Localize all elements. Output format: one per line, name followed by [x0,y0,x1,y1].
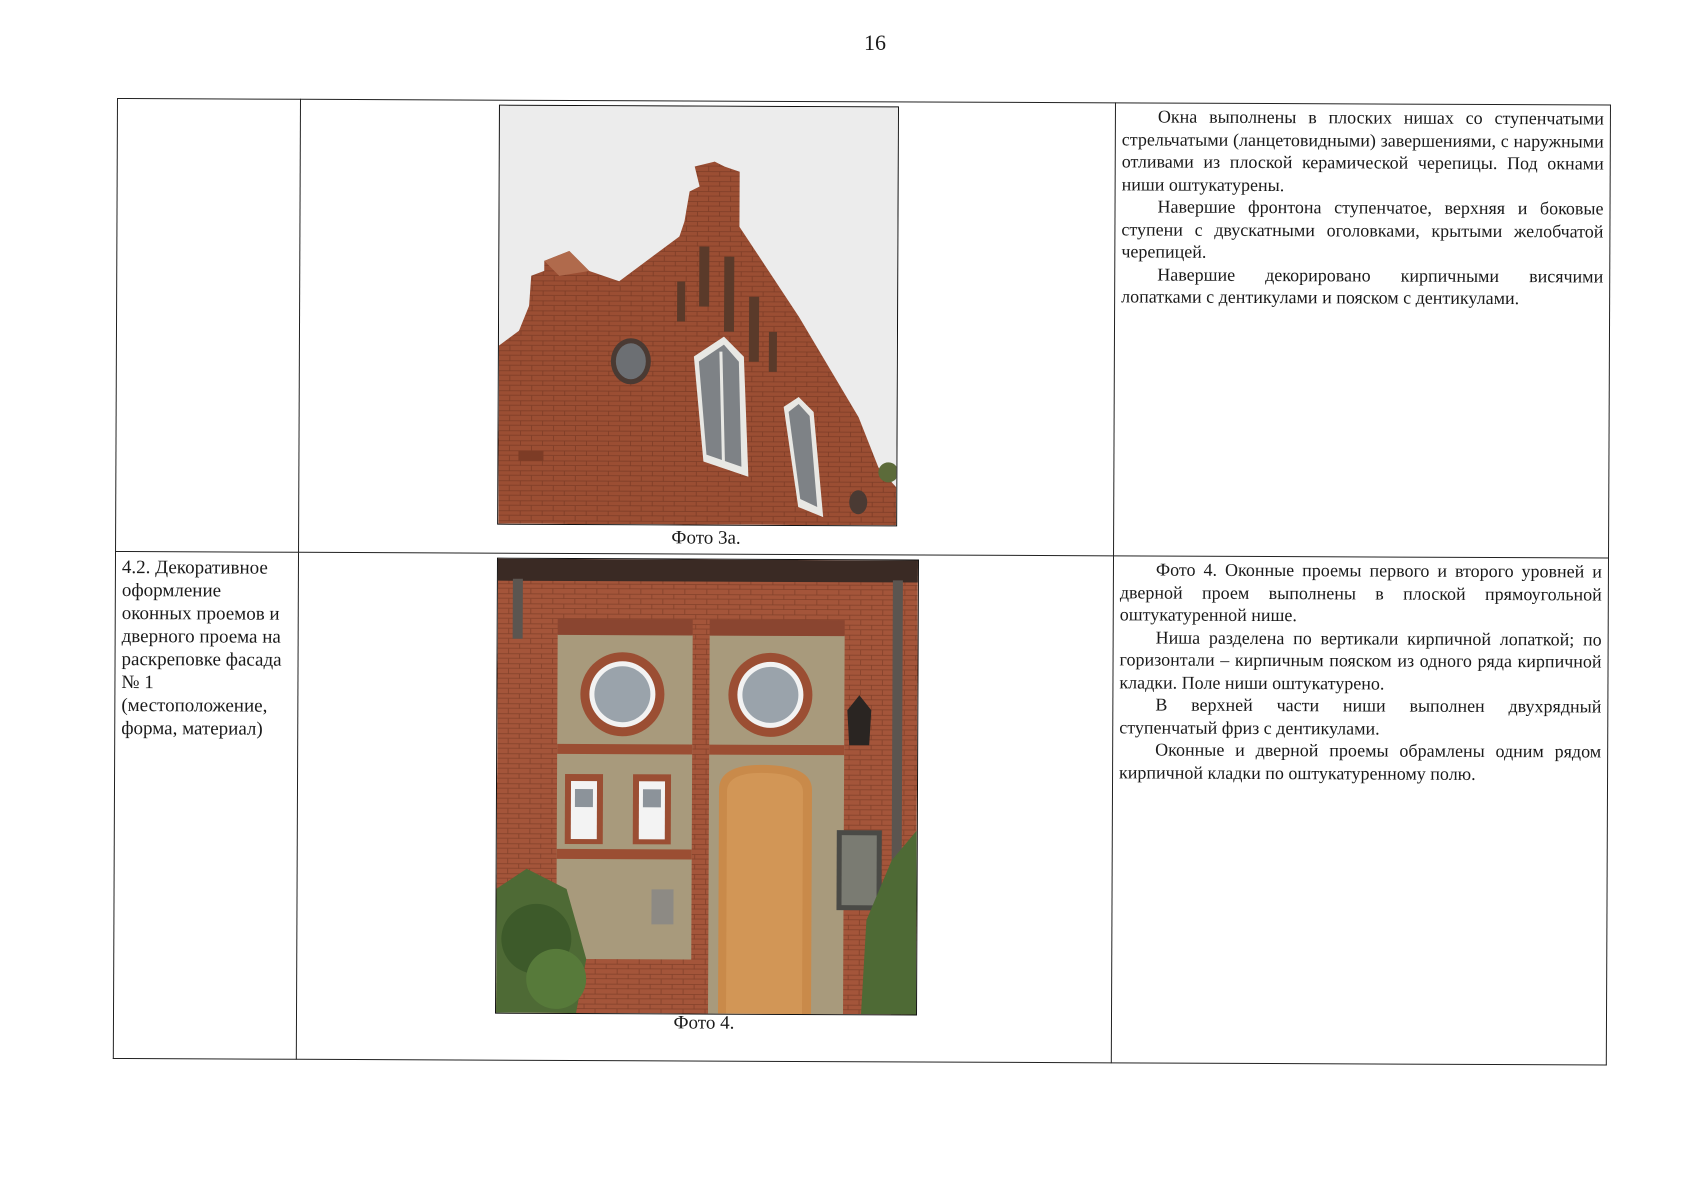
description-cell-3a [1114,103,1611,558]
description-paragraph: Ниша разделена по вертикали кирпичной лопаткой; по горизонтали – кирпичным пояском из одного ряда кирпичной кладки. Поле ниши оштукатурено. [1119,627,1602,694]
description-cell-4 [1111,556,1608,1065]
row-label-4-2: 4.2. Декоративное оформление оконных проемов и дверного проема на раскреповке фасада № 1 (местоположение, форма, материал) [113,551,298,1059]
table-row [113,551,1608,1065]
description-paragraph: В верхней части ниши выполнен двухрядный ступенчатый фриз с дентикулами. [1119,694,1602,739]
photo-cell-3a [299,99,1116,556]
row-label-empty [116,99,301,553]
page-number: 16 [864,30,886,55]
photo-cell-4 [296,552,1113,1063]
document-table [113,98,1611,1066]
description-paragraph: Навершие фронтона ступенчатое, верхняя и боковые ступени с двускатными оголовками, крытыми желобчатой черепицей. [1121,196,1604,262]
photo-caption-4: Фото 4. [673,1012,735,1034]
photo-caption-3a: Фото 3а. [671,527,741,549]
description-paragraph: Фото 4. Оконные проемы первого и второго уровней и дверной проем выполнены в плоской прямоугольной оштукатуренной нише. [1119,559,1602,626]
brick-gable-photo [497,105,899,527]
brick-facade-door-photo [495,558,919,1016]
table-row [116,99,1611,559]
description-paragraph: Навершие декорировано кирпичными висячими лопатками с дентикулами и пояском с дентикулами. [1121,264,1604,309]
description-paragraph: Оконные и дверной проемы обрамлены одним рядом кирпичной кладки по оштукатуренному полю. [1119,739,1602,784]
description-paragraph: Окна выполнены в плоских нишах со ступенчатыми стрельчатыми (ланцетовидными) завершениями, с наружными отливами из плоской керамической черепицы. Под окнами ниши оштукатурены. [1121,106,1604,195]
